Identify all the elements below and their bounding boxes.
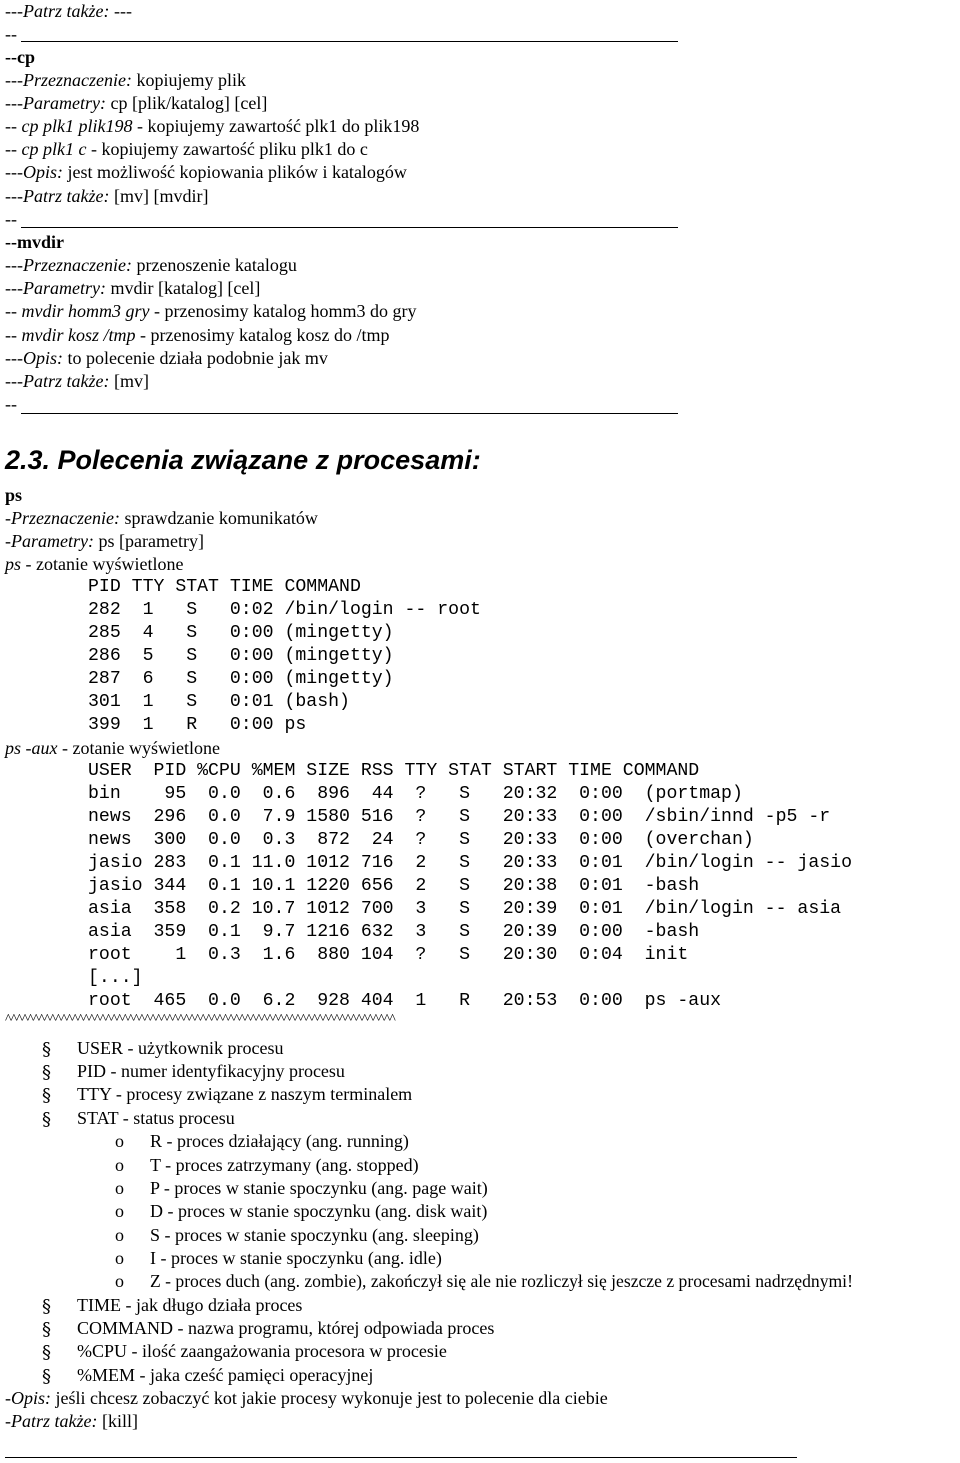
ps-output-line: 399 1 R 0:00 ps	[88, 715, 307, 735]
ps-output-line: 286 5 S 0:00 (mingetty)	[88, 646, 394, 666]
value: [mv]	[109, 371, 149, 391]
cmd: mvdir homm3 gry	[21, 301, 150, 321]
prefix: ---	[5, 371, 23, 391]
ps-output-line: PID TTY STAT TIME COMMAND	[88, 577, 361, 597]
svg-text:§: §	[42, 1342, 51, 1363]
ps-output-line: 301 1 S 0:01 (bash)	[88, 692, 350, 712]
sub-bullet-mark: o	[115, 1155, 124, 1175]
bullet-item: %CPU - ilość zaangażowania procesora w procesie	[77, 1341, 447, 1361]
sub-bullet-mark: o	[115, 1131, 124, 1151]
section-mark-icon	[40, 1295, 56, 1317]
value: [mv] [mvdir]	[109, 186, 209, 206]
label: Patrz także:	[22, 371, 110, 391]
value: jest możliwość kopiowania plików i katalogów	[62, 162, 407, 182]
sub-bullet-item: S - proces w stanie spoczynku (ang. sleeping)	[150, 1225, 479, 1245]
section-mark-icon	[40, 1038, 56, 1060]
ps-aux-output-line: jasio 283 0.1 11.0 1012 716 2 S 20:33 0:01 /bin/login -- jasio	[88, 853, 852, 873]
section-mark-icon	[40, 1061, 56, 1083]
prefix: -	[5, 508, 11, 528]
value: [kill]	[97, 1411, 138, 1431]
ps-output-line: 282 1 S 0:02 /bin/login -- root	[88, 600, 481, 620]
svg-text:§: §	[42, 1296, 51, 1317]
ps-aux-output-line: jasio 344 0.1 10.1 1220 656 2 S 20:38 0:01 -bash	[88, 876, 700, 896]
value: mvdir [katalog] [cel]	[105, 278, 261, 298]
bullet-item: STAT - status procesu	[77, 1108, 235, 1128]
label: Przeznaczenie:	[22, 255, 132, 275]
prefix: -	[5, 1388, 11, 1408]
sub-bullet-mark: o	[115, 1225, 124, 1245]
svg-text:§: §	[42, 1366, 51, 1387]
ps-output-line: 287 6 S 0:00 (mingetty)	[88, 669, 394, 689]
section-number: 2.3.	[5, 445, 51, 475]
prefix: ---	[5, 278, 23, 298]
sub-bullet-item: D - proces w stanie spoczynku (ang. disk wait)	[150, 1201, 488, 1221]
svg-text:§: §	[42, 1109, 51, 1130]
bullet-item: COMMAND - nazwa programu, której odpowiada proces	[77, 1318, 495, 1338]
label: Opis:	[22, 348, 63, 368]
label: Parametry:	[22, 93, 106, 113]
section-heading	[5, 444, 481, 476]
prefix: ---	[5, 186, 23, 206]
ps-aux-output-line: asia 358 0.2 10.7 1012 700 3 S 20:39 0:01 /bin/login -- asia	[88, 899, 842, 919]
svg-text:§: §	[42, 1039, 51, 1060]
cp-description	[5, 161, 407, 183]
desc: - kopiujemy zawartość plk1 do plik198	[132, 116, 420, 136]
cp-example-1	[5, 115, 419, 137]
prefix: --	[5, 301, 22, 321]
prefix: -	[5, 1411, 11, 1431]
value: przenoszenie katalogu	[131, 255, 297, 275]
see-also-label: Patrz także:	[22, 1, 110, 21]
sub-bullet-item: Z - proces duch (ang. zombie), zakończył się ale nie rozliczył się jeszcze z procesami nadrzędnymi!	[150, 1271, 853, 1291]
label: Patrz także:	[11, 1411, 98, 1431]
sub-bullet-item: P - proces w stanie spoczynku (ang. page wait)	[150, 1178, 488, 1198]
ps-purpose	[5, 507, 318, 529]
cp-see-also	[5, 185, 208, 207]
sub-bullet-item: I - proces w stanie spoczynku (ang. idle)	[150, 1248, 442, 1268]
mvdir-description	[5, 347, 328, 369]
value: kopiujemy plik	[131, 70, 246, 90]
separator-dashes: --	[5, 209, 17, 229]
desc: - przenosimy katalog kosz do /tmp	[135, 325, 390, 345]
ps-aux-output-line: news 300 0.0 0.3 872 24 ? S 20:33 0:00 (overchan)	[88, 830, 754, 850]
bullet-item: TIME - jak długo działa proces	[77, 1295, 303, 1315]
ps-aux-output-line: [...]	[88, 968, 143, 988]
label: Patrz także:	[22, 186, 110, 206]
bullet-item: TTY - procesy związane z naszym terminalem	[77, 1084, 413, 1104]
prefix: ---	[5, 70, 23, 90]
cmd: ps	[5, 554, 22, 574]
label: Opis:	[22, 162, 63, 182]
mvdir-example-2	[5, 324, 389, 346]
bullet-item: USER - użytkownik procesu	[77, 1038, 284, 1058]
mvdir-purpose	[5, 254, 297, 276]
ps-example-2	[5, 737, 220, 759]
prefix: ---	[5, 348, 23, 368]
separator-rule	[21, 41, 678, 42]
section-mark-icon	[40, 1365, 56, 1387]
command-name-ps: ps	[5, 485, 23, 505]
ps-aux-output-line: root 465 0.0 6.2 928 404 1 R 20:53 0:00 ps -aux	[88, 991, 722, 1011]
separator-dashes: --	[5, 24, 17, 44]
bullet-item: %MEM - jaka cześć pamięci operacyjnej	[77, 1365, 374, 1385]
label: Przeznaczenie:	[11, 508, 120, 528]
prefix: -	[5, 531, 11, 551]
sub-bullet-mark: o	[115, 1271, 124, 1291]
value: ps [parametry]	[93, 531, 204, 551]
desc: - kopiujemy zawartość pliku plk1 do c	[86, 139, 368, 159]
bullet-item: PID - numer identyfikacyjny procesu	[77, 1061, 345, 1081]
command-name-mvdir: --mvdir	[5, 232, 64, 252]
ps-aux-output-line: asia 359 0.1 9.7 1216 632 3 S 20:39 0:00 -bash	[88, 922, 700, 942]
cmd: cp plk1 plik198	[21, 116, 133, 136]
svg-text:§: §	[42, 1062, 51, 1083]
desc: - zotanie wyświetlone	[57, 738, 220, 758]
cp-params	[5, 92, 267, 114]
cp-example-2	[5, 138, 368, 160]
prefix: --	[5, 325, 22, 345]
sub-bullet-mark: o	[115, 1248, 124, 1268]
cp-purpose	[5, 69, 246, 91]
command-name-cp: --cp	[5, 47, 35, 67]
prefix: ---	[5, 1, 23, 21]
footer-rule	[5, 1457, 797, 1458]
label: Przeznaczenie:	[22, 70, 132, 90]
separator-dashes: --	[5, 394, 17, 414]
prefix: --	[5, 139, 22, 159]
mvdir-params	[5, 277, 260, 299]
prefix: --	[5, 116, 22, 136]
prefix: ---	[5, 162, 23, 182]
see-also-line-top	[5, 0, 132, 22]
svg-text:§: §	[42, 1085, 51, 1106]
prefix: ---	[5, 255, 23, 275]
svg-text:§: §	[42, 1319, 51, 1340]
mvdir-see-also	[5, 370, 149, 392]
ps-aux-output-line: root 1 0.3 1.6 880 104 ? S 20:30 0:04 init	[88, 945, 689, 965]
sub-bullet-item: R - proces działający (ang. running)	[150, 1131, 409, 1151]
cmd: mvdir kosz /tmp	[21, 325, 136, 345]
ps-example-1	[5, 553, 183, 575]
separator-rule	[21, 413, 678, 414]
desc: - przenosimy katalog homm3 do gry	[149, 301, 417, 321]
value: sprawdzanie komunikatów	[119, 508, 318, 528]
value: jeśli chcesz zobaczyć kot jakie procesy wykonuje jest to polecenie dla ciebie	[51, 1388, 608, 1408]
see-also-tail: ---	[109, 1, 132, 21]
label: Parametry:	[22, 278, 106, 298]
label: Opis:	[11, 1388, 51, 1408]
ps-see-also	[5, 1410, 138, 1432]
section-mark-icon	[40, 1341, 56, 1363]
value: to polecenie działa podobnie jak mv	[62, 348, 328, 368]
cmd: cp plk1 c	[21, 139, 87, 159]
sub-bullet-mark: o	[115, 1201, 124, 1221]
sub-bullet-item: T - proces zatrzymany (ang. stopped)	[150, 1155, 419, 1175]
section-mark-icon	[40, 1084, 56, 1106]
sub-bullet-mark: o	[115, 1178, 124, 1198]
label: Parametry:	[11, 531, 94, 551]
ps-description	[5, 1387, 608, 1409]
section-mark-icon	[40, 1318, 56, 1340]
section-mark-icon	[40, 1108, 56, 1130]
desc: - zotanie wyświetlone	[21, 554, 184, 574]
caret-underline: ^^^^^^^^^^^^^^^^^^^^^^^^^^^^^^^^^^^^^^^^^^^^^^^^^^^^^^^^^^^^^^^^^^^^^^	[5, 1012, 395, 1027]
ps-params	[5, 530, 204, 552]
cmd: ps -aux	[5, 738, 58, 758]
section-title: Polecenia związane z procesami:	[50, 445, 481, 475]
ps-aux-output-line: USER PID %CPU %MEM SIZE RSS TTY STAT START TIME COMMAND	[88, 761, 700, 781]
prefix: ---	[5, 93, 23, 113]
ps-aux-output-line: news 296 0.0 7.9 1580 516 ? S 20:33 0:00 /sbin/innd -p5 -r	[88, 807, 831, 827]
mvdir-example-1	[5, 300, 416, 322]
separator-rule	[21, 227, 678, 228]
value: cp [plik/katalog] [cel]	[105, 93, 268, 113]
ps-aux-output-line: bin 95 0.0 0.6 896 44 ? S 20:32 0:00 (portmap)	[88, 784, 743, 804]
ps-output-line: 285 4 S 0:00 (mingetty)	[88, 623, 394, 643]
